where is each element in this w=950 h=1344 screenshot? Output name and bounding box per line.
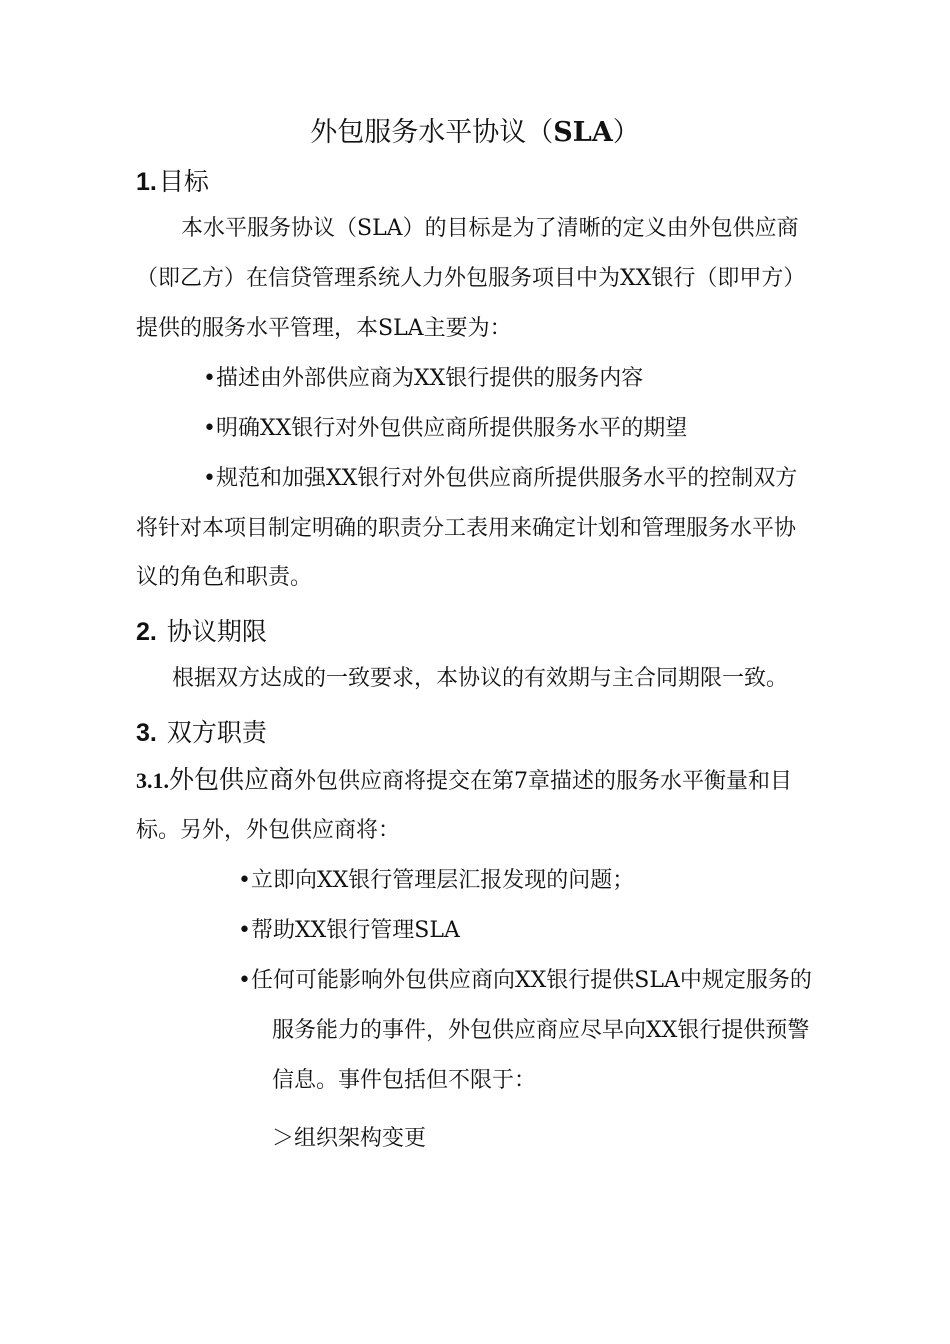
section-1-para-line-3: 提供的服务水平管理，本SLA主要为：	[136, 316, 512, 341]
section-3-1-title: 外包供应商	[169, 765, 295, 794]
section-3-1-bullet-2: •帮助XX银行管理SLA	[238, 918, 460, 943]
section-1-bullet-1: •描述由外部供应商为XX银行提供的服务内容	[203, 366, 644, 391]
section-3-1-bullet-1: •立即向XX银行管理层汇报发现的问题；	[238, 868, 635, 893]
section-2-title: 协议期限	[166, 617, 267, 646]
section-1-continuation-2: 议的角色和职责。	[136, 565, 313, 590]
section-3-1-line-1	[136, 765, 792, 797]
section-2-heading	[136, 616, 267, 648]
section-3-title: 双方职责	[166, 718, 267, 747]
title-chinese: 外包服务水平协议（	[310, 117, 554, 148]
document-title	[0, 116, 950, 150]
section-1-para-line-2: （即乙方）在信贷管理系统人力外包服务项目中为XX银行（即甲方）	[136, 266, 806, 291]
section-3-1-number: 3.1.	[136, 768, 169, 793]
section-3-1-text: 外包供应商将提交在第7章描述的服务水平衡量和目	[294, 769, 793, 794]
section-3-1-bullet-3: •任何可能影响外包供应商向XX银行提供SLA中规定服务的	[238, 968, 812, 993]
title-close: ）	[612, 117, 640, 148]
section-2-para: 根据双方达成的一致要求，本协议的有效期与主合同期限一致。	[172, 666, 789, 691]
section-1-continuation-1: 将针对本项目制定明确的职责分工表用来确定计划和管理服务水平协	[136, 516, 797, 541]
section-1-heading	[136, 166, 209, 198]
section-3-heading	[136, 717, 267, 749]
section-1-title: 目标	[158, 167, 209, 196]
section-3-1-bullet-3-cont-2: 信息。事件包括但不限于：	[272, 1068, 537, 1093]
section-1-bullet-2: •明确XX银行对外包供应商所提供服务水平的期望	[203, 416, 688, 441]
section-3-1-bullet-3-cont-1: 服务能力的事件，外包供应商应尽早向XX银行提供预警	[272, 1018, 810, 1043]
section-3-1-line-2: 标。另外，外包供应商将：	[136, 818, 401, 843]
section-3-number: 3.	[136, 719, 157, 747]
section-1-para-line-1: 本水平服务协议（SLA）的目标是为了清晰的定义由外包供应商	[181, 216, 799, 241]
section-3-1-sub-item: ＞组织架构变更	[272, 1126, 427, 1151]
section-1-bullet-3: •规范和加强XX银行对外包供应商所提供服务水平的控制双方	[203, 466, 798, 491]
section-2-number: 2.	[136, 618, 157, 646]
title-latin: SLA	[553, 117, 613, 148]
section-1-number: 1.	[136, 168, 157, 196]
